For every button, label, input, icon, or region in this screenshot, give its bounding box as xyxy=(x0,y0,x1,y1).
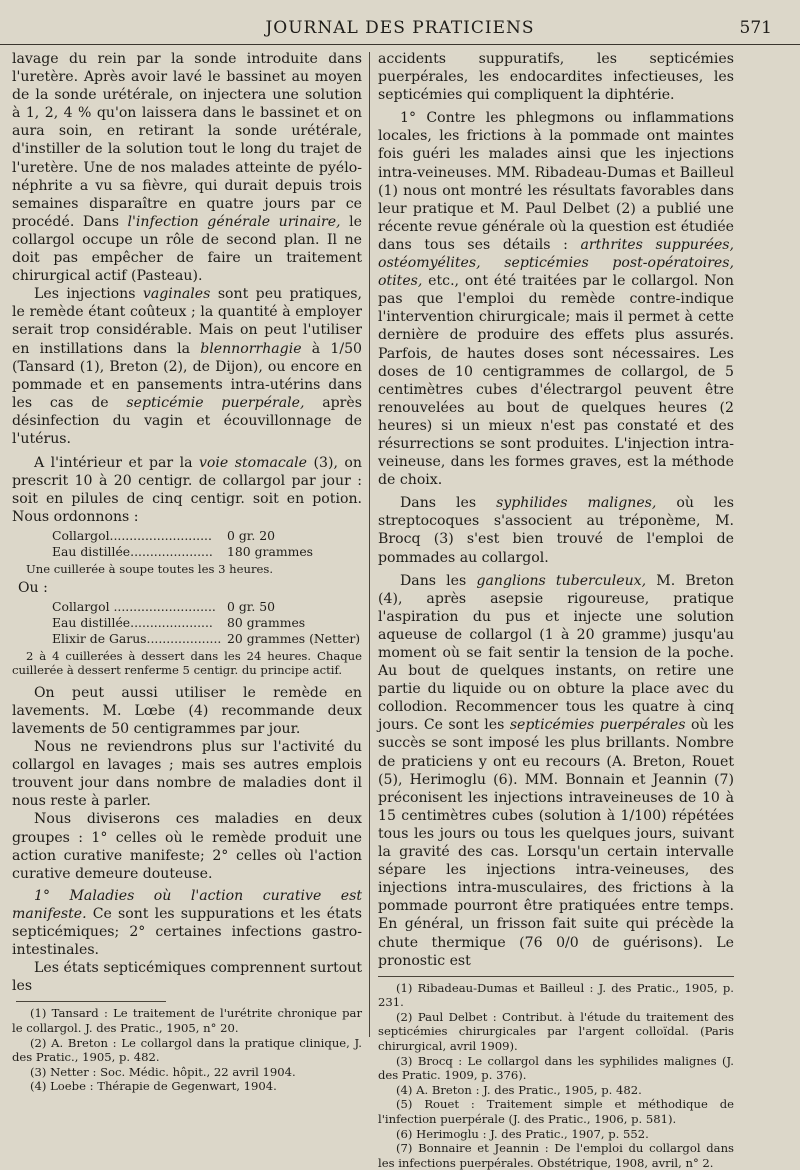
paragraph: Dans les ganglions tuberculeux, M. Breton (4), après asepsie rigoureuse, pratique l'aspiration du pus et injecte une solution aqueuse de collargol (1 à 20 gramme) jusqu'au moment où se fait sentir la tension de la poche. Au bout de quelques instants, on retire une partie du liquide ou on obture la place avec du collodion. Recommencer tous les quatre à cinq jours. Ce sont les septicémies puerpérales où les succès se sont imposé les plus brillants. Nombre de praticiens y ont eu recours (A. Breton, Rouet (5), Herimoglu (6). MM. Bonnain et Jeannin (7) préconisent les injections intraveineuses de 10 à 15 centimètres cubes (solution à 1/100) répétées tous les jours ou tous les quelques jours, suivant la gravité des cas. Lorsqu'un certain intervalle sépare les injections intra-veineuses, des injections intra-musculaires, des frictions à la pommade pourront être pratiquées entre temps. En général, un frisson fait suite qui précède la chute thermique (76 0/0 de guérisons). Le pronostic est xyxy=(378,572,735,969)
page-number: 571 xyxy=(739,18,772,38)
paragraph: On peut aussi utiliser le remède en lavements. M. Lœbe (4) recommande deux lavements de 50 centigrammes par jour. xyxy=(12,684,362,737)
column-divider xyxy=(369,52,370,1037)
journal-title: JOURNAL DES PRATICIENS xyxy=(265,18,535,38)
footnote: (5) Rouet : Traitement simple et méthodique de l'infection puerpérale (J. des Pratic., 1906, p. 581). xyxy=(378,1097,734,1127)
footnote-rule xyxy=(16,1001,166,1002)
paragraph: 1° Maladies où l'action curative est manifeste. Ce sont les suppurations et les états septicémiques; 2° certaines infections gastro-intestinales. xyxy=(12,887,363,959)
prescription-line: Eau distillée..................... 80 grammes xyxy=(52,614,306,630)
paragraph: Les injections vaginales sont peu pratiques, le remède étant coûteux ; la quantité à employer serait trop considérable. Mais on peut l'utiliser en instillations dans la blennorrhagie à 1/50 (Tansard (1), Breton (2), de Dijon), ou encore en pommade et en pansements intra-utérins dans les cas de septicémie puerpérale, après désinfection du vagin et écouvillonnage de l'utérus. xyxy=(12,286,363,447)
paragraph: Dans les syphilides malignes, où les streptocoques s'associent au tréponème, M. Brocq (3) s'est bien trouvé de l'emploi de pommades au collargol. xyxy=(378,495,734,566)
prescription-line: Eau distillée..................... 180 grammes xyxy=(52,544,314,560)
paragraph: Les états septicémiques comprennent surtout les xyxy=(12,960,362,995)
alternative-label: Ou : xyxy=(18,579,48,596)
left-column xyxy=(12,50,362,1094)
footnote: (1) Tansard : Le traitement de l'urétrite chronique par le collargol. J. des Pratic., 1905, n° 20. xyxy=(12,1006,362,1035)
prescription-2 xyxy=(52,599,362,647)
paragraph: Nous ne reviendrons plus sur l'activité du collargol en lavages ; mais ses autres emplois trouvent jour dans nombre de maladies dont il nous reste à parler. xyxy=(12,739,362,810)
paragraph: lavage du rein par la sonde introduite dans l'uretère. Après avoir lavé le bassinet au moyen de la sonde urétérale, on injectera une solution à 1, 2, 4 % qu'on laissera dans le bassinet et on aura soin, en retirant la sonde urétérale, d'instiller de la solution tout le long du trajet de l'uretère. Une de nos malades atteinte de pyélo-néphrite a vu sa fièvre, qui durait depuis trois semaines disparaître en quatre jours par ce procédé. Dans l'infection générale urinaire, le collargol occupe un rôle de second plan. Il ne doit pas empêcher de faire un traitement chirurgical actif (Pasteau). xyxy=(12,51,362,285)
footnote: (3) Netter : Soc. Médic. hôpit., 22 avril 1904. xyxy=(30,1064,296,1079)
dosage-note: Une cuillerée à soupe toutes les 3 heures. xyxy=(26,562,274,577)
footnote: (4) A. Breton : J. des Pratic., 1905, p. 482. xyxy=(396,1082,642,1097)
paragraph: A l'intérieur et par la voie stomacale (3), on prescrit 10 à 20 centigr. de collargol par jour : soit en pilules de cinq centigr. soit en potion. Nous ordonnons : xyxy=(12,455,362,526)
paragraph: 1° Contre les phlegmons ou inflammations locales, les frictions à la pommade ont maintes fois guéri les malades ainsi que les injections intra-veineuses. MM. Ribadeau-Dumas et Bailleul (1) nous ont montré les résultats favorables dans leur pratique et M. Paul Delbet (2) a publié une récente revue générale où la question est étudiée dans tous ses détails : arthrites suppurées, ostéomyélites, septicémies post-opératoires, otites, etc., ont été traitées par le collargol. Non pas que l'emploi du remède contre-indique l'intervention chirurgicale; mais il permet à cette dernière de produire des effets plus assurés. Parfois, de hautes doses sont nécessaires. Les doses de 10 centigrammes de collargol, de 5 centimètres cubes d'électrargol peuvent être renouvelées au bout de quelques heures (2 heures) si un mieux n'est pas constaté et des résurrections se sont produites. L'injection intra-veineuse, dans les formes graves, est la méthode de choix. xyxy=(378,110,735,489)
footnote: (1) Ribadeau-Dumas et Bailleul : J. des Pratic., 1905, p. 231. xyxy=(378,980,734,1010)
footnote: (6) Herimoglu : J. des Pratic., 1907, p. 552. xyxy=(396,1126,649,1141)
dosage-note: 2 à 4 cuillerées à dessert dans les 24 heures. Chaque cuillerée à dessert renferme 5 centigr. du principe actif. xyxy=(12,648,362,678)
footnote: (4) Loebe : Thérapie de Gegenwart, 1904. xyxy=(30,1079,277,1094)
footnote: (2) Paul Delbet : Contribut. à l'étude du traitement des septicémies chirurgicales par l'argent colloïdal. (Paris chirurgical, avril 1909). xyxy=(378,1009,734,1054)
paragraph: Nous diviserons ces maladies en deux groupes : 1° celles où le remède produit une action curative manifeste; 2° celles où l'action curative demeure douteuse. xyxy=(12,811,362,882)
page-header xyxy=(0,14,800,45)
footnote: (7) Bonnaire et Jeannin : De l'emploi du collargol dans les infections puerpérales. Obstétrique, 1908, avril, n° 2. xyxy=(378,1141,734,1170)
footnote: (2) A. Breton : Le collargol dans la pratique clinique, J. des Pratic., 1905, p. 482. xyxy=(12,1035,362,1065)
prescription-line: Elixir de Garus................... 20 grammes (Netter) xyxy=(52,630,361,646)
prescription-1 xyxy=(52,528,362,560)
prescription-line: Collargol .......................... 0 gr. 50 xyxy=(52,598,275,614)
prescription-line: Collargol.......................... 0 gr. 20 xyxy=(52,528,275,544)
footnote: (3) Brocq : Le collargol dans les syphilides malignes (J. des Pratic. 1909, p. 376). xyxy=(378,1053,734,1083)
paragraph: accidents suppuratifs, les septicémies puerpérales, les endocardites infectieuses, les septicémies qui compliquent la diphtérie. xyxy=(378,51,734,104)
right-column xyxy=(378,50,734,1170)
footnote-rule xyxy=(378,976,734,977)
